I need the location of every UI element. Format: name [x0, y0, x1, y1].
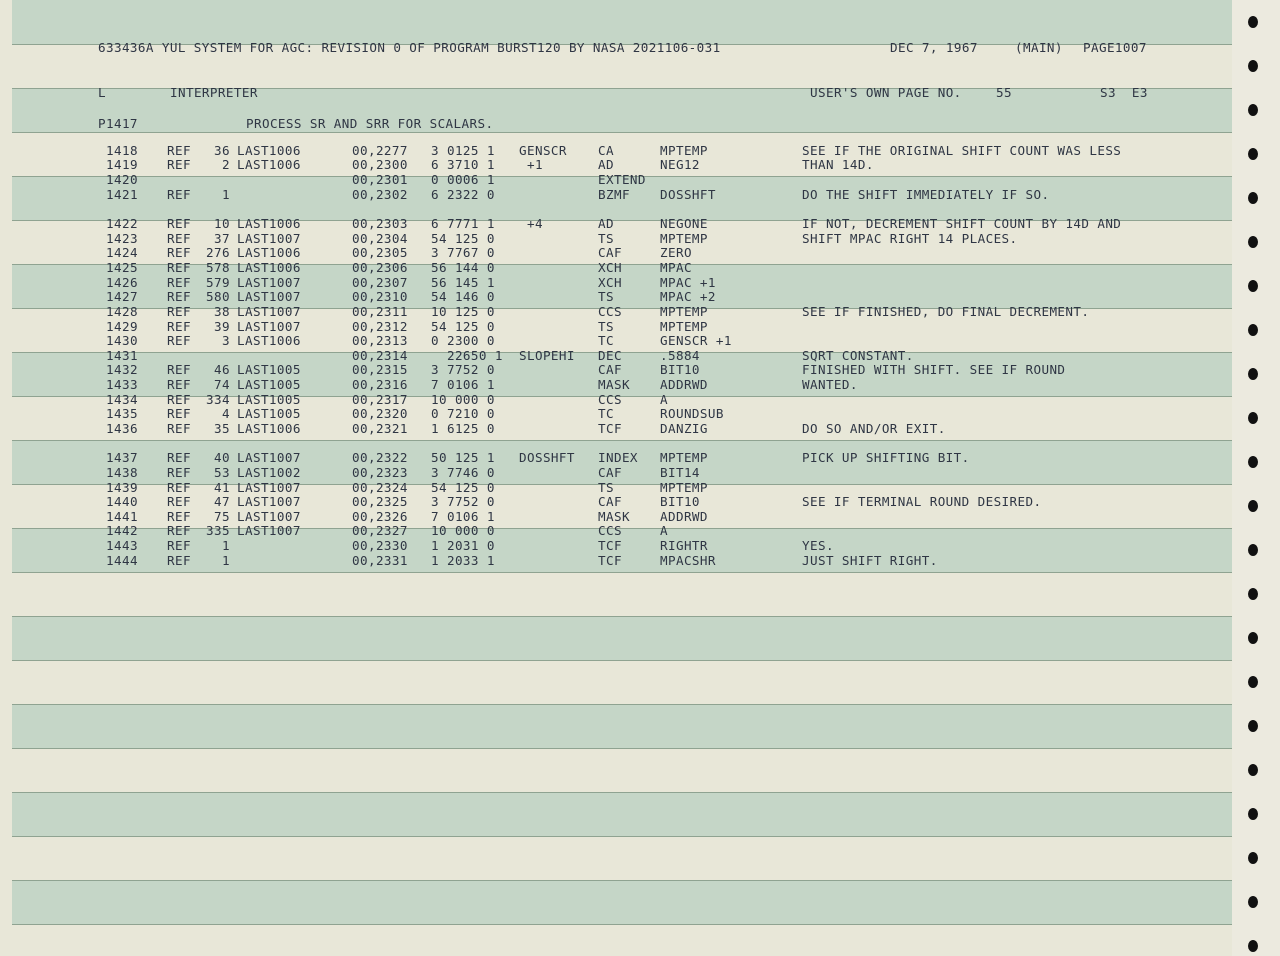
line-number: 1425: [106, 260, 138, 275]
octal-code: 56 144 0: [431, 260, 495, 275]
ref-count: 3: [222, 333, 230, 348]
last-reference: LAST1007: [237, 289, 301, 304]
operand: RIGHTR: [660, 538, 708, 553]
ref-count: 4: [222, 406, 230, 421]
ref-count: 53: [214, 465, 230, 480]
opcode: CAF: [598, 245, 622, 260]
sprocket-hole: [1248, 720, 1258, 732]
opcode: BZMF: [598, 187, 630, 202]
memory-address: 00,2330: [352, 538, 408, 553]
line-number: 1444: [106, 553, 138, 568]
symbol-label: SLOPEHI: [519, 348, 575, 363]
octal-code: 10 000 0: [431, 392, 495, 407]
ref-keyword: REF: [167, 538, 191, 553]
ref-count: 1: [222, 553, 230, 568]
listing-row: [0, 232, 1232, 246]
ref-keyword: REF: [167, 216, 191, 231]
comment: DO THE SHIFT IMMEDIATELY IF SO.: [802, 187, 1050, 202]
last-reference: LAST1006: [237, 260, 301, 275]
ref-count: 75: [214, 509, 230, 524]
opcode: MASK: [598, 377, 630, 392]
ref-count: 38: [214, 304, 230, 319]
paper-band: [12, 704, 1232, 748]
line-number: 1443: [106, 538, 138, 553]
memory-address: 00,2331: [352, 553, 408, 568]
ref-keyword: REF: [167, 377, 191, 392]
opcode: EXTEND: [598, 172, 646, 187]
line-number: 1431: [106, 348, 138, 363]
ref-count: 580: [206, 289, 230, 304]
line-number: 1418: [106, 143, 138, 158]
opcode: MASK: [598, 509, 630, 524]
line-number: 1429: [106, 319, 138, 334]
symbol-label: DOSSHFT: [519, 450, 575, 465]
ref-count: 36: [214, 143, 230, 158]
octal-code: 7 0106 1: [431, 509, 495, 524]
sprocket-hole: [1248, 236, 1258, 248]
sprocket-hole: [1248, 324, 1258, 336]
symbol-label: +1: [519, 157, 543, 172]
listing-row: [0, 451, 1232, 465]
ref-keyword: REF: [167, 304, 191, 319]
memory-address: 00,2300: [352, 157, 408, 172]
opcode: TS: [598, 231, 614, 246]
opcode: AD: [598, 216, 614, 231]
ref-keyword: REF: [167, 260, 191, 275]
last-reference: LAST1007: [237, 231, 301, 246]
memory-address: 00,2315: [352, 362, 408, 377]
ref-count: 579: [206, 275, 230, 290]
ref-count: 46: [214, 362, 230, 377]
last-reference: LAST1007: [237, 304, 301, 319]
ref-count: 35: [214, 421, 230, 436]
comment: THAN 14D.: [802, 157, 874, 172]
ref-count: 39: [214, 319, 230, 334]
user-page-number: 55: [996, 85, 1012, 100]
opcode: INDEX: [598, 450, 638, 465]
ref-keyword: REF: [167, 523, 191, 538]
ref-count: 10: [214, 216, 230, 231]
opcode: XCH: [598, 275, 622, 290]
memory-address: 00,2311: [352, 304, 408, 319]
opcode: TC: [598, 333, 614, 348]
operand: NEGONE: [660, 216, 708, 231]
operand: MPTEMP: [660, 319, 708, 334]
memory-address: 00,2321: [352, 421, 408, 436]
comment: DO SO AND/OR EXIT.: [802, 421, 946, 436]
memory-address: 00,2317: [352, 392, 408, 407]
listing-row: [0, 290, 1232, 304]
line-number: 1434: [106, 392, 138, 407]
memory-address: 00,2325: [352, 494, 408, 509]
operand: MPAC: [660, 260, 692, 275]
paper-band: [12, 0, 1232, 44]
ref-count: 37: [214, 231, 230, 246]
comment: FINISHED WITH SHIFT. SEE IF ROUND: [802, 362, 1066, 377]
sprocket-hole: [1248, 544, 1258, 556]
block-line-number: P1417: [98, 116, 138, 131]
operand: BIT14: [660, 465, 700, 480]
octal-code: 3 7767 0: [431, 245, 495, 260]
octal-code: 7 0106 1: [431, 377, 495, 392]
sprocket-hole: [1248, 764, 1258, 776]
listing-title: 633436A YUL SYSTEM FOR AGC: REVISION 0 OF PROGRAM BURST120 BY NASA 2021106-031: [98, 40, 721, 55]
octal-code: 1 2033 1: [431, 553, 495, 568]
ref-count: 578: [206, 260, 230, 275]
memory-address: 00,2310: [352, 289, 408, 304]
ref-count: 41: [214, 480, 230, 495]
ref-keyword: REF: [167, 450, 191, 465]
comment: IF NOT, DECREMENT SHIFT COUNT BY 14D AND: [802, 216, 1122, 231]
ref-count: 1: [222, 538, 230, 553]
line-number: 1424: [106, 245, 138, 260]
sprocket-hole: [1248, 412, 1258, 424]
octal-code: 6 3710 1: [431, 157, 495, 172]
octal-code: 0 0006 1: [431, 172, 495, 187]
operand: ADDRWD: [660, 377, 708, 392]
symbol-label: GENSCR: [519, 143, 567, 158]
memory-address: 00,2307: [352, 275, 408, 290]
octal-code: 0 2300 0: [431, 333, 495, 348]
octal-code: 3 7746 0: [431, 465, 495, 480]
comment: WANTED.: [802, 377, 858, 392]
user-page-label: USER'S OWN PAGE NO.: [810, 85, 962, 100]
line-number: 1437: [106, 450, 138, 465]
memory-address: 00,2301: [352, 172, 408, 187]
last-reference: LAST1006: [237, 421, 301, 436]
last-reference: LAST1007: [237, 480, 301, 495]
opcode: TCF: [598, 538, 622, 553]
last-reference: LAST1006: [237, 143, 301, 158]
opcode: XCH: [598, 260, 622, 275]
octal-code: 56 145 1: [431, 275, 495, 290]
octal-code: 50 125 1: [431, 450, 495, 465]
sprocket-hole: [1248, 104, 1258, 116]
ref-keyword: REF: [167, 392, 191, 407]
opcode: CA: [598, 143, 614, 158]
memory-address: 00,2304: [352, 231, 408, 246]
memory-address: 00,2277: [352, 143, 408, 158]
memory-address: 00,2326: [352, 509, 408, 524]
listing-row: [0, 217, 1232, 231]
last-reference: LAST1005: [237, 362, 301, 377]
operand: ADDRWD: [660, 509, 708, 524]
octal-code: 3 7752 0: [431, 362, 495, 377]
operand: MPTEMP: [660, 304, 708, 319]
memory-address: 00,2324: [352, 480, 408, 495]
line-number: 1433: [106, 377, 138, 392]
block-title: PROCESS SR AND SRR FOR SCALARS.: [246, 116, 494, 131]
comment: JUST SHIFT RIGHT.: [802, 553, 938, 568]
symbol-label: +4: [519, 216, 543, 231]
listing-row: [0, 510, 1232, 524]
listing-row: [0, 320, 1232, 334]
comment: SQRT CONSTANT.: [802, 348, 914, 363]
log-section-name: INTERPRETER: [170, 85, 258, 100]
listing-row: [0, 481, 1232, 495]
line-number: 1421: [106, 187, 138, 202]
memory-address: 00,2305: [352, 245, 408, 260]
listing-row: [0, 539, 1232, 553]
opcode: TS: [598, 319, 614, 334]
sprocket-hole: [1248, 148, 1258, 160]
opcode: CCS: [598, 392, 622, 407]
comment: SEE IF FINISHED, DO FINAL DECREMENT.: [802, 304, 1090, 319]
listing-row: [0, 158, 1232, 172]
listing-row: [0, 246, 1232, 260]
octal-code: 3 0125 1: [431, 143, 495, 158]
octal-code: 10 000 0: [431, 523, 495, 538]
octal-code: 54 146 0: [431, 289, 495, 304]
last-reference: LAST1006: [237, 157, 301, 172]
memory-address: 00,2323: [352, 465, 408, 480]
listing-row: [0, 393, 1232, 407]
ref-keyword: REF: [167, 406, 191, 421]
ref-count: 74: [214, 377, 230, 392]
opcode: TS: [598, 289, 614, 304]
listing-row: [0, 305, 1232, 319]
listing-row: [0, 378, 1232, 392]
operand: .5884: [660, 348, 700, 363]
operand: MPAC +1: [660, 275, 716, 290]
ref-keyword: REF: [167, 494, 191, 509]
ref-keyword: REF: [167, 245, 191, 260]
ref-keyword: REF: [167, 333, 191, 348]
sprocket-hole: [1248, 896, 1258, 908]
sprocket-hole: [1248, 456, 1258, 468]
last-reference: LAST1005: [237, 377, 301, 392]
operand: MPTEMP: [660, 450, 708, 465]
ref-count: 334: [206, 392, 230, 407]
memory-address: 00,2316: [352, 377, 408, 392]
operand: DANZIG: [660, 421, 708, 436]
ref-keyword: REF: [167, 421, 191, 436]
octal-code: 3 7752 0: [431, 494, 495, 509]
ref-count: 335: [206, 523, 230, 538]
ref-keyword: REF: [167, 553, 191, 568]
opcode: AD: [598, 157, 614, 172]
operand: MPAC +2: [660, 289, 716, 304]
ref-keyword: REF: [167, 275, 191, 290]
listing-row: [0, 466, 1232, 480]
opcode: TS: [598, 480, 614, 495]
octal-code: 1 6125 0: [431, 421, 495, 436]
listing-row: [0, 188, 1232, 202]
last-reference: LAST1005: [237, 392, 301, 407]
opcode: CCS: [598, 523, 622, 538]
line-number: 1441: [106, 509, 138, 524]
operand: ROUNDSUB: [660, 406, 724, 421]
listing-row: [0, 144, 1232, 158]
operand: ZERO: [660, 245, 692, 260]
octal-code: 54 125 0: [431, 319, 495, 334]
sprocket-hole: [1248, 808, 1258, 820]
last-reference: LAST1006: [237, 333, 301, 348]
line-number: 1423: [106, 231, 138, 246]
sprocket-hole: [1248, 632, 1258, 644]
line-number: 1428: [106, 304, 138, 319]
ref-keyword: REF: [167, 465, 191, 480]
operand: BIT10: [660, 362, 700, 377]
opcode: TCF: [598, 421, 622, 436]
ref-keyword: REF: [167, 319, 191, 334]
paper-band: [12, 792, 1232, 836]
ref-count: 47: [214, 494, 230, 509]
operand: BIT10: [660, 494, 700, 509]
ref-keyword: REF: [167, 231, 191, 246]
comment: SEE IF THE ORIGINAL SHIFT COUNT WAS LESS: [802, 143, 1122, 158]
octal-code: 10 125 0: [431, 304, 495, 319]
octal-code: 6 7771 1: [431, 216, 495, 231]
line-number: 1436: [106, 421, 138, 436]
last-reference: LAST1007: [237, 509, 301, 524]
sprocket-hole: [1248, 500, 1258, 512]
opcode: CAF: [598, 494, 622, 509]
comment: YES.: [802, 538, 834, 553]
line-number: 1438: [106, 465, 138, 480]
opcode: TC: [598, 406, 614, 421]
ref-count: 1: [222, 187, 230, 202]
sprocket-hole: [1248, 852, 1258, 864]
opcode: CAF: [598, 362, 622, 377]
ref-keyword: REF: [167, 289, 191, 304]
line-number: 1430: [106, 333, 138, 348]
sprocket-hole: [1248, 368, 1258, 380]
operand: MPTEMP: [660, 231, 708, 246]
last-reference: LAST1007: [237, 319, 301, 334]
line-number: 1439: [106, 480, 138, 495]
octal-code: 22650 1: [431, 348, 503, 363]
ref-keyword: REF: [167, 187, 191, 202]
ref-count: 40: [214, 450, 230, 465]
ref-keyword: REF: [167, 143, 191, 158]
operand: NEG12: [660, 157, 700, 172]
line-number: 1427: [106, 289, 138, 304]
opcode: CAF: [598, 465, 622, 480]
listing-row: [0, 349, 1232, 363]
opcode: TCF: [598, 553, 622, 568]
listing-row: [0, 173, 1232, 187]
line-number: 1422: [106, 216, 138, 231]
memory-address: 00,2320: [352, 406, 408, 421]
listing-row: [0, 422, 1232, 436]
listing-row: [0, 524, 1232, 538]
comment: PICK UP SHIFTING BIT.: [802, 450, 970, 465]
octal-code: 0 7210 0: [431, 406, 495, 421]
log-section-letter: L: [98, 85, 106, 100]
section-codes: S3 E3: [1100, 85, 1148, 100]
listing-row: [0, 495, 1232, 509]
memory-address: 00,2322: [352, 450, 408, 465]
ref-keyword: REF: [167, 362, 191, 377]
memory-address: 00,2314: [352, 348, 408, 363]
listing-date: DEC 7, 1967: [890, 40, 978, 55]
last-reference: LAST1007: [237, 523, 301, 538]
last-reference: LAST1006: [237, 216, 301, 231]
memory-address: 00,2303: [352, 216, 408, 231]
last-reference: LAST1005: [237, 406, 301, 421]
paper-band: [12, 880, 1232, 924]
page-number: PAGE1007: [1083, 40, 1147, 55]
ref-keyword: REF: [167, 509, 191, 524]
memory-address: 00,2313: [352, 333, 408, 348]
sprocket-hole: [1248, 192, 1258, 204]
line-number: 1440: [106, 494, 138, 509]
sprocket-hole: [1248, 588, 1258, 600]
line-number: 1442: [106, 523, 138, 538]
operand: GENSCR +1: [660, 333, 732, 348]
memory-address: 00,2327: [352, 523, 408, 538]
opcode: CCS: [598, 304, 622, 319]
line-number: 1419: [106, 157, 138, 172]
ref-count: 2: [222, 157, 230, 172]
operand: MPACSHR: [660, 553, 716, 568]
operand: MPTEMP: [660, 480, 708, 495]
line-number: 1426: [106, 275, 138, 290]
line-number: 1420: [106, 172, 138, 187]
last-reference: LAST1002: [237, 465, 301, 480]
ref-keyword: REF: [167, 480, 191, 495]
listing-row: [0, 407, 1232, 421]
memory-address: 00,2302: [352, 187, 408, 202]
listing-row: [0, 261, 1232, 275]
ref-keyword: REF: [167, 157, 191, 172]
listing-row: [0, 334, 1232, 348]
sprocket-hole: [1248, 60, 1258, 72]
octal-code: 6 2322 0: [431, 187, 495, 202]
operand: A: [660, 392, 668, 407]
last-reference: LAST1007: [237, 450, 301, 465]
line-number: 1432: [106, 362, 138, 377]
octal-code: 1 2031 0: [431, 538, 495, 553]
comment: SHIFT MPAC RIGHT 14 PLACES.: [802, 231, 1018, 246]
memory-address: 00,2312: [352, 319, 408, 334]
sprocket-hole: [1248, 676, 1258, 688]
octal-code: 54 125 0: [431, 480, 495, 495]
listing-row: [0, 363, 1232, 377]
opcode: DEC: [598, 348, 622, 363]
paper-band: [12, 616, 1232, 660]
ref-count: 276: [206, 245, 230, 260]
last-reference: LAST1007: [237, 494, 301, 509]
sprocket-hole: [1248, 940, 1258, 952]
last-reference: LAST1006: [237, 245, 301, 260]
operand: A: [660, 523, 668, 538]
sprocket-hole: [1248, 16, 1258, 28]
operand: MPTEMP: [660, 143, 708, 158]
line-number: 1435: [106, 406, 138, 421]
last-reference: LAST1007: [237, 275, 301, 290]
listing-row: [0, 276, 1232, 290]
operand: DOSSHFT: [660, 187, 716, 202]
sprocket-hole: [1248, 280, 1258, 292]
octal-code: 54 125 0: [431, 231, 495, 246]
memory-address: 00,2306: [352, 260, 408, 275]
comment: SEE IF TERMINAL ROUND DESIRED.: [802, 494, 1042, 509]
listing-row: [0, 554, 1232, 568]
listing-main: (MAIN): [1015, 40, 1063, 55]
